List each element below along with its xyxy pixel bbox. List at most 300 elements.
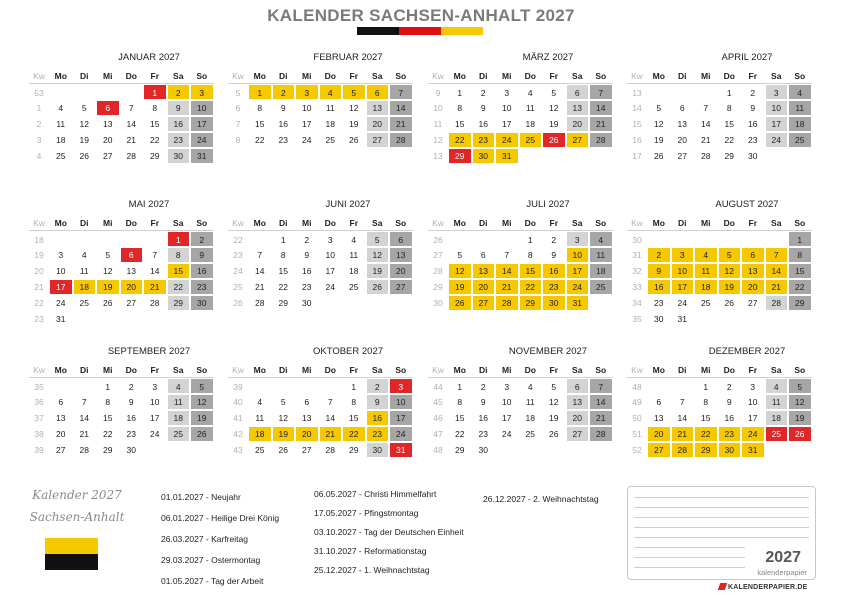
note-line [634,507,809,508]
week-row [428,378,613,394]
week-number-header: Kw [29,69,49,84]
day-cell: 9 [472,394,496,410]
day-cell: 5 [542,378,566,394]
weekday-header: So [788,69,812,84]
day-cell: 12 [96,263,120,279]
week-row [228,279,413,295]
day-cell: 26 [647,148,671,164]
week-row [627,311,812,327]
empty-day [765,231,789,247]
week-number: 26 [433,234,443,245]
week-number: 11 [433,119,443,129]
empty-day [448,231,472,247]
month-title: JULI 2027 [526,199,570,210]
weekday-header: Mi [295,69,319,84]
month-table [29,216,214,327]
day-cell: 19 [272,426,296,442]
day-cell: 28 [389,132,413,148]
day-cell: 16 [272,116,296,132]
weekday-header: Do [718,216,742,231]
week-row [228,378,413,394]
weekday-header: Sa [167,216,191,231]
empty-day [73,84,97,100]
weekday-header: Fr [342,69,366,84]
day-cell: 10 [495,100,519,116]
day-cell: 17 [190,116,214,132]
day-cell: 6 [566,84,590,100]
day-cell: 18 [248,426,272,442]
empty-day [120,311,144,327]
week-number: 8 [235,135,241,145]
weekday-header: So [190,363,214,378]
week-number: 47 [433,429,443,439]
holiday-entry: 01.01.2027 - Neujahr [161,492,241,502]
empty-day [248,231,272,247]
empty-day [718,311,742,327]
week-number: 51 [632,429,642,439]
day-cell: 15 [788,263,812,279]
week-row [29,311,214,327]
day-cell: 7 [765,247,789,263]
week-row [228,231,413,247]
day-cell: 13 [472,263,496,279]
day-cell: 3 [671,247,695,263]
logo [22,484,132,528]
day-cell: 20 [49,426,73,442]
month-table [428,69,613,164]
day-cell: 2 [167,84,191,100]
week-number: 35 [632,314,642,324]
day-cell: 7 [389,84,413,100]
day-cell: 30 [472,442,496,458]
day-cell: 3 [389,378,413,394]
week-number: 17 [632,151,642,161]
weekday-header: Do [519,363,543,378]
week-row [428,100,613,116]
day-cell: 25 [788,132,812,148]
flag-stripe-gold [441,27,483,35]
weekday-header: Mi [96,69,120,84]
day-cell: 13 [49,410,73,426]
month-table [428,216,613,311]
weekday-header: Sa [566,216,590,231]
day-cell: 20 [472,279,496,295]
day-cell: 10 [765,100,789,116]
week-number: 45 [433,397,443,407]
empty-day [143,442,167,458]
day-cell: 10 [190,100,214,116]
day-cell: 27 [566,426,590,442]
weekday-header: Di [73,69,97,84]
empty-day [167,442,191,458]
empty-day [566,148,590,164]
week-number: 48 [632,381,642,392]
day-cell: 22 [248,132,272,148]
week-row [29,247,214,263]
day-cell: 5 [718,247,742,263]
week-row [29,295,214,311]
week-number: 18 [34,234,44,245]
day-cell: 28 [143,295,167,311]
day-cell: 27 [741,295,765,311]
day-cell: 24 [741,426,765,442]
week-row [428,231,613,247]
day-cell: 6 [366,84,390,100]
week-number-header: Kw [428,69,448,84]
empty-day [741,231,765,247]
day-cell: 19 [366,263,390,279]
day-cell: 12 [542,100,566,116]
empty-day [49,84,73,100]
day-cell: 10 [741,394,765,410]
weekday-header: Fr [542,69,566,84]
day-cell: 17 [319,263,343,279]
week-number: 43 [233,445,243,455]
holiday-list-2 [314,485,464,580]
weekday-header: Fr [741,216,765,231]
note-line [634,547,745,548]
day-cell: 31 [49,311,73,327]
day-cell: 14 [671,410,695,426]
day-cell: 21 [671,426,695,442]
week-row [428,410,613,426]
day-cell: 15 [167,263,191,279]
empty-day [73,231,97,247]
day-cell: 10 [319,247,343,263]
day-cell: 15 [143,116,167,132]
weekday-header: So [389,363,413,378]
day-cell: 15 [248,116,272,132]
week-row [228,132,413,148]
week-row [428,426,613,442]
day-cell: 22 [718,132,742,148]
day-cell: 14 [589,394,613,410]
day-cell: 22 [448,132,472,148]
month-title: APRIL 2027 [721,52,773,63]
day-cell: 10 [49,263,73,279]
weekday-header: Mo [448,69,472,84]
day-cell: 15 [448,410,472,426]
day-cell: 23 [272,132,296,148]
day-cell: 4 [519,84,543,100]
holiday-entry: 31.10.2027 - Reformationstag [314,546,427,556]
day-cell: 8 [248,100,272,116]
empty-day [671,231,695,247]
day-cell: 24 [495,426,519,442]
day-cell: 7 [694,100,718,116]
note-line [634,497,809,498]
day-cell: 11 [248,410,272,426]
day-cell: 10 [566,247,590,263]
day-cell: 15 [342,410,366,426]
empty-day [248,378,272,394]
day-cell: 26 [272,442,296,458]
day-cell: 31 [389,442,413,458]
weekday-header: So [190,69,214,84]
note-line [634,567,745,568]
day-cell: 12 [272,410,296,426]
day-cell: 30 [647,311,671,327]
day-cell: 28 [248,295,272,311]
weekday-header: Mo [647,69,671,84]
day-cell: 1 [96,378,120,394]
day-cell: 15 [718,116,742,132]
day-cell: 5 [272,394,296,410]
day-cell: 23 [190,279,214,295]
week-row [29,410,214,426]
week-number-header: Kw [428,216,448,231]
day-cell: 22 [143,132,167,148]
week-row [29,231,214,247]
day-cell: 16 [718,410,742,426]
empty-day [788,442,812,458]
day-cell: 15 [519,263,543,279]
day-cell: 22 [96,426,120,442]
week-row [228,410,413,426]
weekday-header: Do [718,363,742,378]
day-cell: 19 [718,279,742,295]
day-cell: 28 [589,426,613,442]
day-cell: 7 [589,84,613,100]
week-number: 9 [435,87,441,98]
weekday-header: Do [120,216,144,231]
day-cell: 24 [389,426,413,442]
empty-day [272,378,296,394]
week-number: 50 [632,413,642,423]
week-row [29,100,214,116]
day-cell: 27 [647,442,671,458]
brand-logo-icon [718,583,728,590]
day-cell: 16 [190,263,214,279]
week-number: 1 [36,103,42,113]
weekday-header: Mi [295,216,319,231]
week-number-header: Kw [29,216,49,231]
day-cell: 4 [319,84,343,100]
day-cell: 2 [120,378,144,394]
day-cell: 9 [718,394,742,410]
day-cell: 17 [671,279,695,295]
weekday-header: Fr [342,216,366,231]
day-cell: 21 [589,410,613,426]
day-cell: 2 [366,378,390,394]
week-number-header: Kw [228,363,248,378]
day-cell: 5 [647,100,671,116]
week-number: 40 [233,397,243,407]
week-row [428,295,613,311]
week-row [627,231,812,247]
week-row [29,263,214,279]
empty-day [73,311,97,327]
day-cell: 24 [295,132,319,148]
weekday-header: Di [671,69,695,84]
week-number: 13 [632,87,642,98]
week-number: 24 [233,266,243,276]
day-cell: 9 [366,394,390,410]
germany-flag-bar [357,27,483,35]
week-number: 10 [433,103,443,113]
weekday-header: Di [671,363,695,378]
week-row [428,442,613,458]
day-cell: 4 [167,378,191,394]
weekday-header: So [589,363,613,378]
day-cell: 21 [143,279,167,295]
weekday-header: Mo [448,363,472,378]
week-row [228,263,413,279]
day-cell: 16 [542,263,566,279]
day-cell: 23 [472,426,496,442]
holiday-entry: 29.03.2027 - Ostermontag [161,555,261,565]
week-number: 2 [36,119,42,129]
day-cell: 17 [741,410,765,426]
weekday-header: Sa [765,69,789,84]
empty-day [49,231,73,247]
day-cell: 26 [718,295,742,311]
week-row [428,116,613,132]
day-cell: 1 [167,231,191,247]
day-cell: 3 [190,84,214,100]
week-number-header: Kw [228,69,248,84]
weekday-header: Do [519,216,543,231]
week-row [29,132,214,148]
day-cell: 20 [741,279,765,295]
week-number: 31 [632,250,642,260]
week-number: 42 [233,429,243,439]
weekday-header: Mo [248,363,272,378]
empty-day [167,311,191,327]
day-cell: 26 [542,132,566,148]
weekday-header: So [190,216,214,231]
day-cell: 20 [389,263,413,279]
day-cell: 17 [495,410,519,426]
day-cell: 10 [295,100,319,116]
day-cell: 27 [49,442,73,458]
day-cell: 8 [694,394,718,410]
day-cell: 2 [472,84,496,100]
day-cell: 24 [765,132,789,148]
weekday-header: Di [272,363,296,378]
weekday-header: Do [319,216,343,231]
logo-line-1: Kalender 2027 [32,488,122,502]
weekday-header: Fr [342,363,366,378]
day-cell: 26 [342,132,366,148]
day-cell: 30 [472,148,496,164]
weekday-header: Mo [248,216,272,231]
day-cell: 12 [718,263,742,279]
day-cell: 6 [472,247,496,263]
day-cell: 21 [389,116,413,132]
day-cell: 29 [718,148,742,164]
week-number: 48 [433,445,443,455]
week-number: 16 [632,135,642,145]
weekday-header: Sa [765,363,789,378]
day-cell: 11 [765,394,789,410]
day-cell: 5 [342,84,366,100]
day-cell: 30 [295,295,319,311]
day-cell: 11 [519,100,543,116]
week-number: 32 [632,266,642,276]
empty-day [472,231,496,247]
day-cell: 13 [96,116,120,132]
holiday-list-1 [161,487,279,592]
day-cell: 14 [694,116,718,132]
day-cell: 17 [295,116,319,132]
day-cell: 18 [319,116,343,132]
empty-day [718,231,742,247]
day-cell: 20 [366,116,390,132]
empty-day [495,231,519,247]
day-cell: 24 [143,426,167,442]
day-cell: 4 [73,247,97,263]
day-cell: 8 [272,247,296,263]
weekday-header: Mi [295,363,319,378]
holiday-list-3 [483,489,599,510]
day-cell: 25 [765,426,789,442]
empty-day [366,295,390,311]
day-cell: 6 [96,100,120,116]
day-cell: 29 [694,442,718,458]
day-cell: 25 [73,295,97,311]
day-cell: 6 [647,394,671,410]
day-cell: 22 [272,279,296,295]
day-cell: 27 [366,132,390,148]
empty-day [295,378,319,394]
day-cell: 28 [73,442,97,458]
empty-day [73,378,97,394]
day-cell: 30 [542,295,566,311]
empty-day [519,442,543,458]
week-number: 35 [34,381,44,392]
week-row [627,410,812,426]
weekday-header: So [788,216,812,231]
day-cell: 23 [295,279,319,295]
day-cell: 11 [167,394,191,410]
day-cell: 15 [694,410,718,426]
month-table [228,216,413,311]
day-cell: 6 [389,231,413,247]
empty-day [389,295,413,311]
weekday-header: Mi [495,216,519,231]
week-number: 44 [433,381,443,392]
week-row [29,426,214,442]
day-cell: 3 [143,378,167,394]
day-cell: 1 [272,231,296,247]
day-cell: 26 [448,295,472,311]
day-cell: 11 [73,263,97,279]
weekday-header: Do [718,69,742,84]
day-cell: 12 [448,263,472,279]
day-cell: 2 [272,84,296,100]
day-cell: 22 [167,279,191,295]
day-cell: 23 [120,426,144,442]
week-row [627,394,812,410]
day-cell: 27 [120,295,144,311]
week-row [228,100,413,116]
day-cell: 4 [248,394,272,410]
flag-stripe-black [45,554,98,570]
note-line [634,537,809,538]
week-number: 41 [233,413,243,423]
weekday-header: Di [272,216,296,231]
day-cell: 5 [448,247,472,263]
empty-day [319,295,343,311]
day-cell: 20 [671,132,695,148]
day-cell: 18 [73,279,97,295]
weekday-header: Mo [647,216,671,231]
day-cell: 25 [342,279,366,295]
day-cell: 8 [519,247,543,263]
weekday-header: So [389,69,413,84]
empty-day [647,84,671,100]
